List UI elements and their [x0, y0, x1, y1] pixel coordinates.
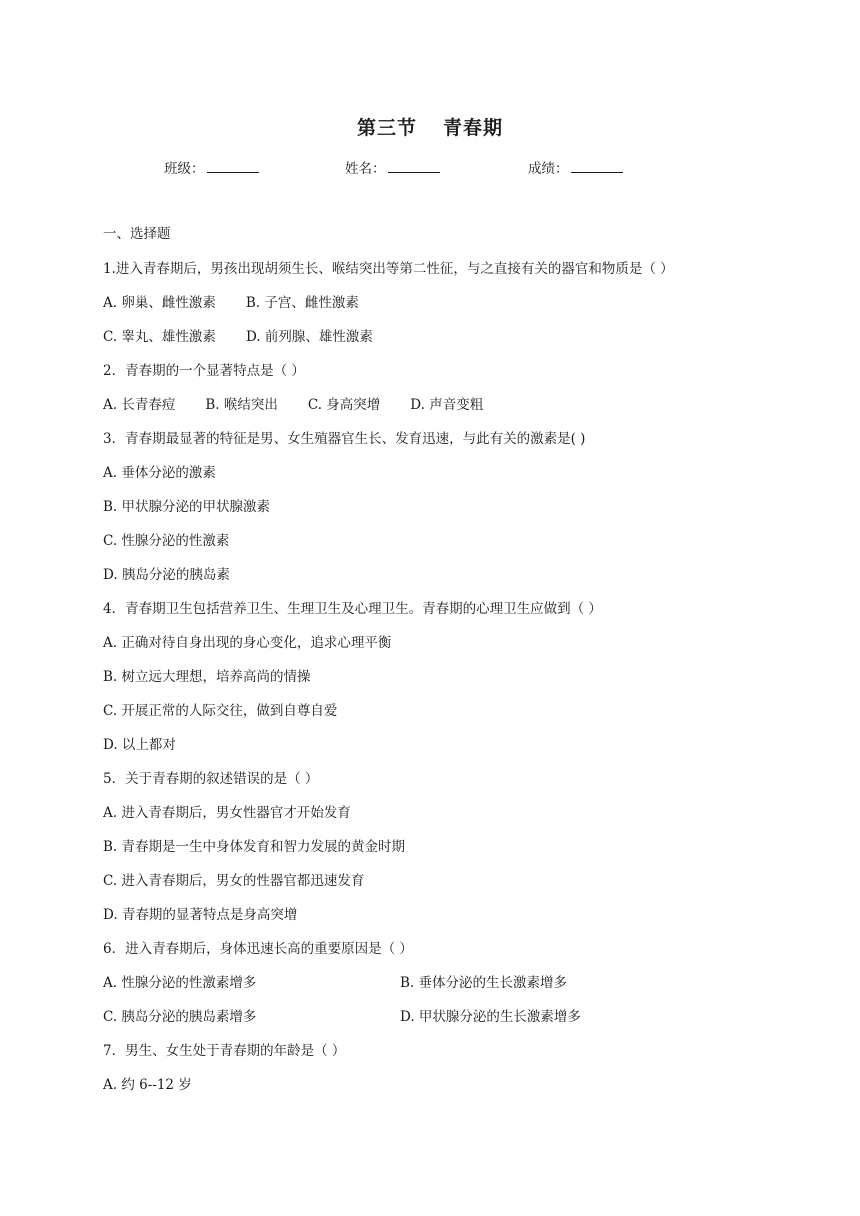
question-1-options-ab	[103, 291, 359, 311]
question-7-stem: 7．男生、女生处于青春期的年龄是（ ）	[103, 1043, 346, 1059]
question-1-stem: 1.进入青春期后，男孩出现胡须生长、喉结突出等第二性征，与之直接有关的器官和物质是（ ）	[103, 261, 674, 277]
question-4-stem: 4．青春期卫生包括营养卫生、生理卫生及心理卫生。青春期的心理卫生应做到（ ）	[103, 601, 602, 617]
option-1d: D. 前列腺、雄性激素	[245, 329, 373, 345]
option-4b: B. 树立远大理想，培养高尚的情操	[103, 669, 311, 685]
title-section: 第三节	[356, 117, 417, 139]
title-topic: 青春期	[443, 117, 504, 139]
option-4d: D. 以上都对	[103, 737, 176, 753]
question-2-options	[103, 393, 483, 413]
section-heading: 一、选择题	[103, 226, 171, 242]
option-2a: A. 长青春痘	[103, 397, 176, 413]
name-field	[345, 157, 440, 177]
question-1-options-cd	[103, 325, 373, 345]
question-5-stem: 5．关于青春期的叙述错误的是（ ）	[103, 771, 319, 787]
class-label: 班级：	[164, 161, 205, 177]
name-label: 姓名：	[345, 161, 386, 177]
option-1b: B. 子宫、雌性激素	[245, 295, 359, 311]
class-field	[164, 157, 259, 177]
question-3-stem: 3．青春期最显著的特征是男、女生殖器官生长、发育迅速，与此有关的激素是( )	[103, 431, 586, 447]
page-title	[0, 113, 860, 140]
option-3c: C. 性腺分泌的性激素	[103, 533, 230, 549]
name-blank	[388, 160, 440, 173]
option-6c: C. 胰岛分泌的胰岛素增多	[103, 1009, 257, 1025]
option-4a: A. 正确对待自身出现的身心变化，追求心理平衡	[103, 635, 392, 651]
option-4c: C. 开展正常的人际交往，做到自尊自爱	[103, 703, 338, 719]
option-3d: D. 胰岛分泌的胰岛素	[103, 567, 230, 583]
option-3b: B. 甲状腺分泌的甲状腺激素	[103, 499, 271, 515]
option-5d: D. 青春期的显著特点是身高突增	[103, 907, 298, 923]
option-5b: B. 青春期是一生中身体发育和智力发展的黄金时期	[103, 839, 406, 855]
score-blank	[571, 160, 623, 173]
class-blank	[207, 160, 259, 173]
option-6b: B. 垂体分泌的生长激素增多	[400, 975, 568, 991]
option-5c: C. 进入青春期后，男女的性器官都迅速发育	[103, 873, 365, 889]
option-6a: A. 性腺分泌的性激素增多	[103, 975, 257, 991]
option-5a: A. 进入青春期后，男女性器官才开始发育	[103, 805, 351, 821]
option-2b: B. 喉结突出	[205, 397, 278, 413]
option-7a: A. 约 6--12 岁	[103, 1077, 192, 1093]
option-2c: C. 身高突增	[307, 397, 381, 413]
option-1c: C. 睾丸、雄性激素	[103, 329, 216, 345]
score-field	[528, 157, 623, 177]
question-6-stem: 6．进入青春期后，身体迅速长高的重要原因是（ ）	[103, 941, 413, 957]
score-label: 成绩：	[528, 161, 569, 177]
option-6d: D. 甲状腺分泌的生长激素增多	[400, 1009, 581, 1025]
option-1a: A. 卵巢、雌性激素	[103, 295, 216, 311]
question-2-stem: 2．青春期的一个显著特点是（ ）	[103, 363, 305, 379]
option-2d: D. 声音变粗	[410, 397, 484, 413]
option-3a: A. 垂体分泌的激素	[103, 465, 216, 481]
